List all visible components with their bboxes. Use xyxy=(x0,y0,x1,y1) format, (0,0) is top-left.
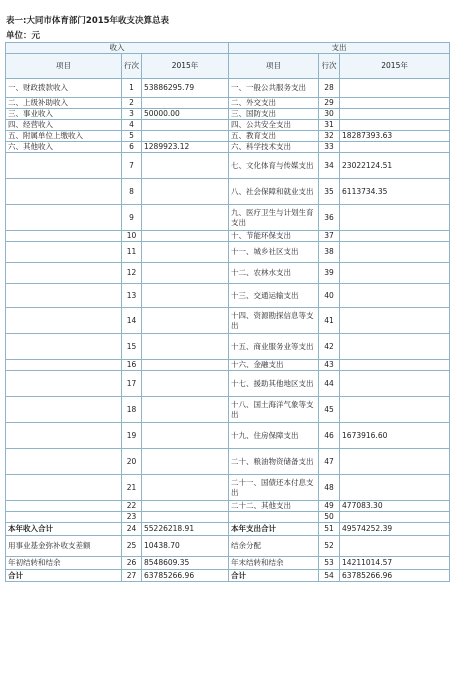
income-item-header: 项目 xyxy=(6,54,122,79)
expense-year-header: 2015年 xyxy=(340,54,450,79)
expense-row-no: 47 xyxy=(319,449,340,475)
income-row-no: 1 xyxy=(122,79,142,98)
income-amount xyxy=(142,512,229,523)
income-item: 二、上级补助收入 xyxy=(6,98,122,109)
income-row-no: 25 xyxy=(122,536,142,557)
expense-row-no: 29 xyxy=(319,98,340,109)
expense-amount xyxy=(340,334,450,360)
income-amount: 10438.70 xyxy=(142,536,229,557)
expense-item: 九、医疗卫生与计划生育支出 xyxy=(229,205,319,231)
income-amount xyxy=(142,205,229,231)
expense-item: 三、国防支出 xyxy=(229,109,319,120)
income-amount xyxy=(142,371,229,397)
expense-item: 二十二、其他支出 xyxy=(229,501,319,512)
income-amount xyxy=(142,231,229,242)
expense-row-no: 42 xyxy=(319,334,340,360)
income-item xyxy=(6,231,122,242)
budget-table xyxy=(5,42,450,582)
expense-row-no: 51 xyxy=(319,523,340,536)
table-row xyxy=(6,423,450,449)
income-item: 六、其他收入 xyxy=(6,142,122,153)
income-item: 年初结转和结余 xyxy=(6,557,122,570)
expense-row-no: 28 xyxy=(319,79,340,98)
income-amount: 8548609.35 xyxy=(142,557,229,570)
income-amount xyxy=(142,263,229,284)
income-item xyxy=(6,371,122,397)
income-row-no: 5 xyxy=(122,131,142,142)
table-row xyxy=(6,308,450,334)
expense-amount xyxy=(340,284,450,308)
expense-row-no: 37 xyxy=(319,231,340,242)
expense-amount xyxy=(340,449,450,475)
income-item: 本年收入合计 xyxy=(6,523,122,536)
income-amount xyxy=(142,120,229,131)
table-row xyxy=(6,263,450,284)
income-row-no: 24 xyxy=(122,523,142,536)
income-amount xyxy=(142,98,229,109)
expense-amount xyxy=(340,308,450,334)
expense-item: 六、科学技术支出 xyxy=(229,142,319,153)
income-amount xyxy=(142,360,229,371)
expense-amount xyxy=(340,231,450,242)
table-row xyxy=(6,109,450,120)
table-row xyxy=(6,334,450,360)
income-item: 用事业基金弥补收支差额 xyxy=(6,536,122,557)
expense-amount: 18287393.63 xyxy=(340,131,450,142)
income-amount xyxy=(142,242,229,263)
income-rowno-header: 行次 xyxy=(122,54,142,79)
income-item: 合计 xyxy=(6,570,122,582)
table-row xyxy=(6,131,450,142)
expense-item: 四、公共安全支出 xyxy=(229,120,319,131)
income-row-no: 23 xyxy=(122,512,142,523)
expense-item-header: 项目 xyxy=(229,54,319,79)
table-row xyxy=(6,179,450,205)
expense-amount xyxy=(340,242,450,263)
table-row xyxy=(6,536,450,557)
income-row-no: 16 xyxy=(122,360,142,371)
expense-row-no: 45 xyxy=(319,397,340,423)
expense-row-no: 54 xyxy=(319,570,340,582)
income-amount: 55226218.91 xyxy=(142,523,229,536)
expense-rowno-header: 行次 xyxy=(319,54,340,79)
income-amount xyxy=(142,153,229,179)
income-row-no: 17 xyxy=(122,371,142,397)
income-item: 五、附属单位上缴收入 xyxy=(6,131,122,142)
income-item: 一、财政拨款收入 xyxy=(6,79,122,98)
income-row-no: 21 xyxy=(122,475,142,501)
income-amount xyxy=(142,423,229,449)
expense-item: 十三、交通运输支出 xyxy=(229,284,319,308)
income-row-no: 9 xyxy=(122,205,142,231)
table-row xyxy=(6,397,450,423)
table-row xyxy=(6,570,450,582)
expense-item: 七、文化体育与传媒支出 xyxy=(229,153,319,179)
income-row-no: 27 xyxy=(122,570,142,582)
income-amount: 50000.00 xyxy=(142,109,229,120)
income-item xyxy=(6,360,122,371)
table-row xyxy=(6,98,450,109)
expense-row-no: 44 xyxy=(319,371,340,397)
expense-row-no: 48 xyxy=(319,475,340,501)
income-amount xyxy=(142,449,229,475)
income-row-no: 4 xyxy=(122,120,142,131)
income-row-no: 19 xyxy=(122,423,142,449)
column-header-row xyxy=(6,54,450,79)
expense-row-no: 43 xyxy=(319,360,340,371)
expense-item: 结余分配 xyxy=(229,536,319,557)
expense-item: 十二、农林水支出 xyxy=(229,263,319,284)
income-item xyxy=(6,334,122,360)
income-row-no: 8 xyxy=(122,179,142,205)
page-title: 表一:大同市体育部门2015年收支决算总表 xyxy=(6,16,170,26)
expense-amount xyxy=(340,475,450,501)
expense-amount: 23022124.51 xyxy=(340,153,450,179)
expense-row-no: 46 xyxy=(319,423,340,449)
expense-row-no: 53 xyxy=(319,557,340,570)
expense-amount xyxy=(340,512,450,523)
expense-item: 十八、国土海洋气象等支出 xyxy=(229,397,319,423)
expense-amount: 49574252.39 xyxy=(340,523,450,536)
expense-row-no: 35 xyxy=(319,179,340,205)
income-item xyxy=(6,242,122,263)
table-row xyxy=(6,523,450,536)
income-row-no: 6 xyxy=(122,142,142,153)
expense-item xyxy=(229,512,319,523)
income-amount xyxy=(142,131,229,142)
income-amount xyxy=(142,334,229,360)
expense-amount xyxy=(340,98,450,109)
income-item xyxy=(6,475,122,501)
expense-amount xyxy=(340,371,450,397)
expense-header: 支出 xyxy=(229,43,450,54)
income-row-no: 12 xyxy=(122,263,142,284)
income-amount xyxy=(142,284,229,308)
table-row xyxy=(6,449,450,475)
expense-row-no: 32 xyxy=(319,131,340,142)
expense-amount xyxy=(340,109,450,120)
income-row-no: 3 xyxy=(122,109,142,120)
table-row xyxy=(6,475,450,501)
expense-row-no: 49 xyxy=(319,501,340,512)
expense-item: 年末结转和结余 xyxy=(229,557,319,570)
income-amount: 1289923.12 xyxy=(142,142,229,153)
income-item xyxy=(6,512,122,523)
income-row-no: 14 xyxy=(122,308,142,334)
expense-row-no: 41 xyxy=(319,308,340,334)
expense-amount xyxy=(340,397,450,423)
table-row xyxy=(6,153,450,179)
expense-row-no: 38 xyxy=(319,242,340,263)
expense-item: 一、一般公共服务支出 xyxy=(229,79,319,98)
expense-item: 十五、商业服务业等支出 xyxy=(229,334,319,360)
expense-amount: 1673916.60 xyxy=(340,423,450,449)
table-row xyxy=(6,371,450,397)
expense-amount xyxy=(340,205,450,231)
expense-row-no: 33 xyxy=(319,142,340,153)
expense-item: 八、社会保障和就业支出 xyxy=(229,179,319,205)
income-amount xyxy=(142,308,229,334)
expense-amount xyxy=(340,79,450,98)
table-row xyxy=(6,79,450,98)
expense-item: 十四、资源勘探信息等支出 xyxy=(229,308,319,334)
expense-item: 十一、城乡社区支出 xyxy=(229,242,319,263)
income-item xyxy=(6,397,122,423)
expense-amount xyxy=(340,360,450,371)
income-amount: 63785266.96 xyxy=(142,570,229,582)
expense-row-no: 52 xyxy=(319,536,340,557)
expense-row-no: 34 xyxy=(319,153,340,179)
income-year-header: 2015年 xyxy=(142,54,229,79)
expense-amount: 14211014.57 xyxy=(340,557,450,570)
income-row-no: 7 xyxy=(122,153,142,179)
table-row xyxy=(6,284,450,308)
table-row xyxy=(6,360,450,371)
expense-item: 二十一、国债还本付息支出 xyxy=(229,475,319,501)
expense-row-no: 31 xyxy=(319,120,340,131)
income-amount xyxy=(142,475,229,501)
expense-row-no: 36 xyxy=(319,205,340,231)
income-amount xyxy=(142,179,229,205)
income-item xyxy=(6,205,122,231)
table-row xyxy=(6,142,450,153)
expense-item: 五、教育支出 xyxy=(229,131,319,142)
income-row-no: 18 xyxy=(122,397,142,423)
income-item xyxy=(6,179,122,205)
income-row-no: 15 xyxy=(122,334,142,360)
income-item xyxy=(6,423,122,449)
income-row-no: 20 xyxy=(122,449,142,475)
expense-item: 合计 xyxy=(229,570,319,582)
expense-item: 二、外交支出 xyxy=(229,98,319,109)
expense-item: 二十、粮油物资储备支出 xyxy=(229,449,319,475)
income-item: 四、经营收入 xyxy=(6,120,122,131)
income-row-no: 2 xyxy=(122,98,142,109)
unit-label: 单位：元 xyxy=(6,31,41,41)
expense-amount: 63785266.96 xyxy=(340,570,450,582)
table-row xyxy=(6,242,450,263)
expense-amount xyxy=(340,536,450,557)
income-item: 三、事业收入 xyxy=(6,109,122,120)
income-row-no: 26 xyxy=(122,557,142,570)
expense-amount xyxy=(340,263,450,284)
expense-row-no: 30 xyxy=(319,109,340,120)
income-item xyxy=(6,263,122,284)
expense-item: 十九、住房保障支出 xyxy=(229,423,319,449)
expense-item: 十六、金融支出 xyxy=(229,360,319,371)
table-row xyxy=(6,231,450,242)
expense-item: 十七、援助其他地区支出 xyxy=(229,371,319,397)
expense-amount: 477083.30 xyxy=(340,501,450,512)
income-item xyxy=(6,153,122,179)
expense-item: 十、节能环保支出 xyxy=(229,231,319,242)
income-item xyxy=(6,284,122,308)
income-amount xyxy=(142,397,229,423)
expense-amount xyxy=(340,142,450,153)
table-row xyxy=(6,120,450,131)
income-item xyxy=(6,501,122,512)
expense-row-no: 39 xyxy=(319,263,340,284)
income-header: 收入 xyxy=(6,43,229,54)
expense-amount: 6113734.35 xyxy=(340,179,450,205)
income-row-no: 13 xyxy=(122,284,142,308)
income-amount: 53886295.79 xyxy=(142,79,229,98)
income-item xyxy=(6,449,122,475)
table-row xyxy=(6,501,450,512)
income-amount xyxy=(142,501,229,512)
income-row-no: 11 xyxy=(122,242,142,263)
expense-item: 本年支出合计 xyxy=(229,523,319,536)
expense-row-no: 50 xyxy=(319,512,340,523)
income-row-no: 22 xyxy=(122,501,142,512)
income-item xyxy=(6,308,122,334)
table-row xyxy=(6,557,450,570)
expense-amount xyxy=(340,120,450,131)
expense-row-no: 40 xyxy=(319,284,340,308)
table-row xyxy=(6,205,450,231)
section-header-row xyxy=(6,43,450,54)
income-row-no: 10 xyxy=(122,231,142,242)
table-row xyxy=(6,512,450,523)
